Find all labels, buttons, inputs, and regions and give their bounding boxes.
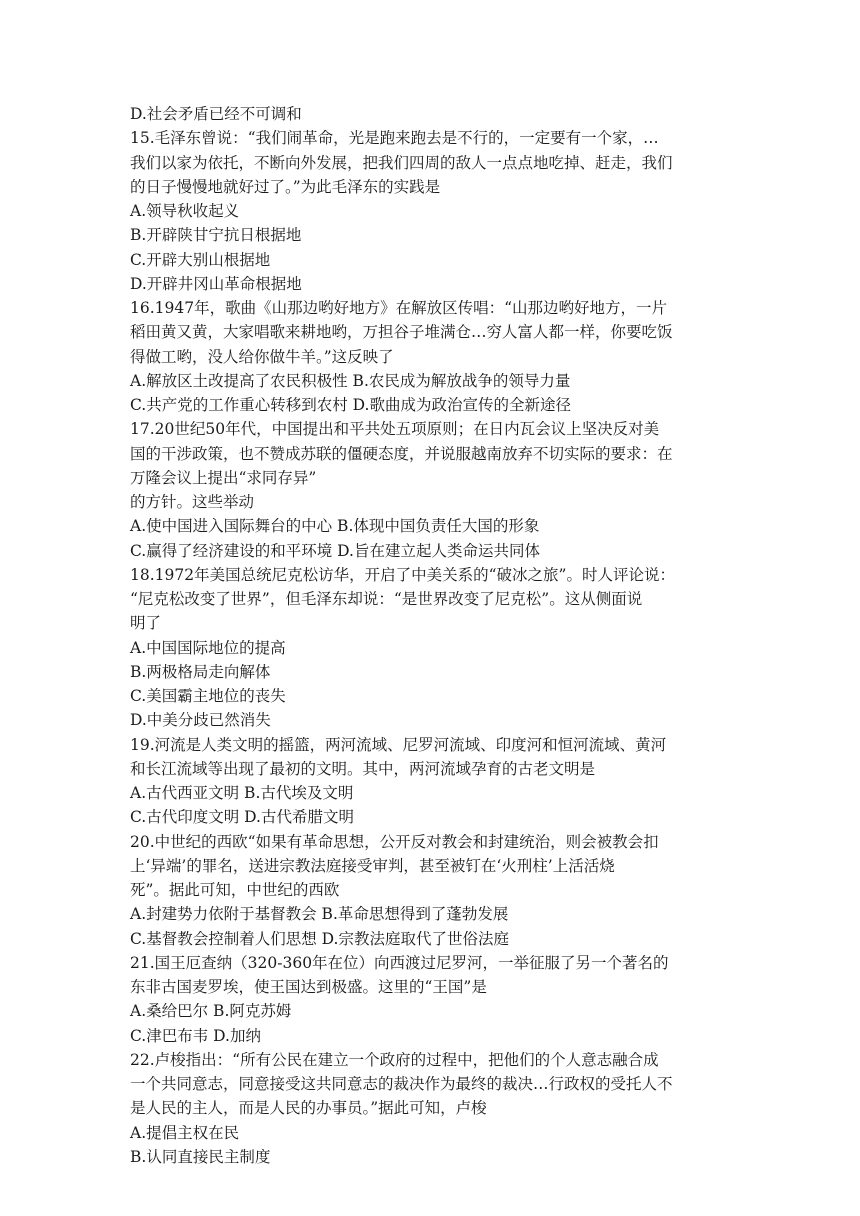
text-line: C.共产党的工作重心转移到农村 D.歌曲成为政治宣传的全新途径: [130, 396, 571, 414]
text-line: C.基督教会控制着人们思想 D.宗教法庭取代了世俗法庭: [130, 929, 509, 948]
text-line: A.古代西亚文明 B.古代埃及文明: [130, 784, 354, 802]
text-line: B.开辟陕甘宁抗日根据地: [130, 226, 302, 245]
text-line: 我们以家为依托，不断向外发展，把我们四周的敌人一点点地吃掉、赶走，我们: [130, 153, 673, 172]
text-line: 和长江流域等出现了最初的文明。其中，两河流域孕育的古老文明是: [130, 759, 596, 778]
text-line: A.提倡主权在民: [130, 1123, 240, 1142]
text-line: A.解放区土改提高了农民积极性 B.农民成为解放战争的领导力量: [130, 371, 571, 390]
text-line: 是人民的主人，而是人民的办事员。”据此可知，卢梭: [130, 1099, 487, 1118]
text-line: A.中国国际地位的提高: [130, 638, 286, 657]
text-line: 东非古国麦罗埃，使王国达到极盛。这里的“王国”是: [130, 978, 487, 996]
text-line: C.津巴布韦 D.加纳: [130, 1026, 261, 1045]
text-line: 国的干涉政策，也不赞成苏联的僵硬态度，并说服越南放弃不切实际的要求：在: [130, 444, 673, 463]
text-line: 17.20世纪50年代，中国提出和平共处五项原则；在日内瓦会议上坚决反对美: [130, 420, 660, 439]
text-line: 上‘异端’的罪名，送进宗教法庭接受审判，甚至被钉在‘火刑柱’上活活烧: [130, 856, 615, 875]
text-line: A.使中国进入国际舞台的中心 B.体现中国负责任大国的形象: [130, 517, 540, 536]
text-line: C.赢得了经济建设的和平环境 D.旨在建立起人类命运共同体: [130, 541, 540, 560]
text-line: 得做工哟，没人给你做牛羊。”这反映了: [130, 347, 394, 366]
text-line: 的日子慢慢地就好过了。”为此毛泽东的实践是: [130, 177, 441, 196]
text-line: 明了: [130, 614, 162, 633]
text-line: D.社会矛盾已经不可调和: [130, 105, 302, 123]
text-line: D.开辟井冈山革命根据地: [130, 274, 302, 293]
text-line: 21.国王厄查纳（320-360年在位）向西渡过尼罗河，一举征服了另一个著名的: [130, 953, 669, 972]
text-line: A.桑给巴尔 B.阿克苏姆: [130, 1002, 292, 1021]
text-line: “尼克松改变了世界”，但毛泽东却说：“是世界改变了尼克松”。这从侧面说: [130, 590, 643, 608]
text-line: 万隆会议上提出“求同存异”: [130, 468, 317, 487]
text-line: C.美国霸主地位的丧失: [130, 687, 286, 705]
text-line: A.领导秋收起义: [130, 202, 240, 220]
question-text-block: [130, 102, 730, 1169]
text-line: D.中美分歧已然消失: [130, 711, 271, 730]
text-line: 19.河流是人类文明的摇篮，两河流域、尼罗河流域、印度河和恒河流域、黄河: [130, 735, 667, 754]
text-line: B.两极格局走向解体: [130, 662, 271, 681]
text-line: 死”。据此可知，中世纪的西欧: [130, 881, 340, 899]
text-line: 15.毛泽东曾说：“我们闹革命，光是跑来跑去是不行的，一定要有一个家，…: [130, 129, 659, 148]
text-line: C.古代印度文明 D.古代希腊文明: [130, 808, 354, 827]
text-line: 一个共同意志，同意接受这共同意志的裁决作为最终的裁决…行政权的受托人不: [130, 1075, 673, 1093]
text-line: 22.卢梭指出：“所有公民在建立一个政府的过程中，把他们的个人意志融合成: [130, 1050, 659, 1069]
text-line: 16.1947年，歌曲《山那边哟好地方》在解放区传唱：“山那边哟好地方，一片: [130, 299, 668, 317]
text-line: 的方针。这些举动: [130, 493, 255, 511]
text-line: 20.中世纪的西欧“如果有革命思想，公开反对教会和封建统治，则会被教会扣: [130, 832, 659, 851]
text-line: A.封建势力依附于基督教会 B.革命思想得到了蓬勃发展: [130, 905, 509, 924]
text-line: 18.1972年美国总统尼克松访华，开启了中美关系的“破冰之旅”。时人评论说：: [130, 565, 675, 584]
text-line: 稻田黄又黄，大家唱歌来耕地哟，万担谷子堆满仓…穷人富人都一样，你要吃饭: [130, 323, 673, 342]
text-line: B.认同直接民主制度: [130, 1147, 271, 1166]
text-line: C.开辟大别山根据地: [130, 250, 271, 269]
